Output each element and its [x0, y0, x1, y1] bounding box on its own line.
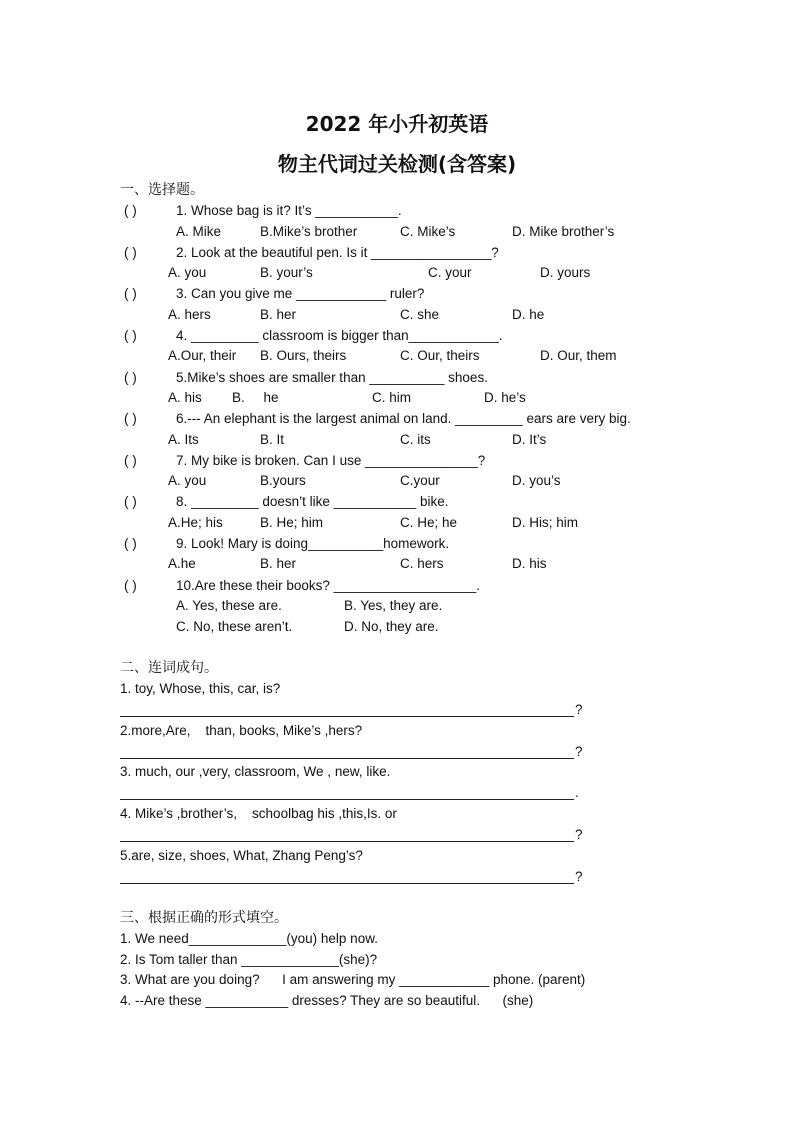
- option-b: B. It: [260, 432, 285, 447]
- question-stem: 8. _________ doesn’t like ___________ bike.: [176, 494, 449, 509]
- option-d: D. you’s: [512, 473, 561, 488]
- fill-blank-item: 4. --Are these ___________ dresses? They are so beautiful. (she): [120, 993, 534, 1008]
- section3-heading: 三、根据正确的形式填空。: [120, 910, 288, 926]
- question-stem: 3. Can you give me ____________ ruler?: [176, 286, 425, 301]
- sentence-prompt: 2.more,Are, than, books, Mike’s ,hers?: [120, 723, 363, 738]
- option-b: B. Yes, they are.: [344, 598, 443, 613]
- answer-end-mark: ?: [575, 744, 583, 759]
- question-stem: 5.Mike’s shoes are smaller than __________ shoes.: [176, 370, 488, 385]
- question-stem: 10.Are these their books? ___________________.: [176, 578, 481, 593]
- option-c: C. Mike’s: [400, 224, 456, 239]
- answer-end-mark: ?: [575, 869, 583, 884]
- document-title-line1: 2022 年小升初英语: [305, 112, 489, 136]
- option-a: A. his: [168, 390, 202, 405]
- option-a: A. Yes, these are.: [176, 598, 282, 613]
- option-a: A. Mike: [176, 224, 222, 239]
- option-c: C. your: [428, 265, 472, 280]
- sentence-prompt: 1. toy, Whose, this, car, is?: [120, 681, 281, 696]
- question-paren: ( ): [124, 578, 137, 593]
- question-paren: ( ): [124, 536, 137, 551]
- option-d: D. No, they are.: [344, 619, 439, 634]
- question-paren: ( ): [124, 494, 137, 509]
- fill-blank-item: 1. We need_____________(you) help now.: [120, 931, 378, 946]
- option-b: B. her: [260, 556, 297, 571]
- option-d: D. he’s: [484, 390, 526, 405]
- option-d: D. It’s: [512, 432, 547, 447]
- answer-line[interactable]: [120, 883, 574, 884]
- fill-blank-item: 3. What are you doing? I am answering my ____________ phone. (parent): [120, 972, 586, 987]
- option-b: B. He; him: [260, 515, 324, 530]
- question-stem: 4. _________ classroom is bigger than____________.: [176, 328, 503, 343]
- option-d: D. his: [512, 556, 547, 571]
- option-c: C. its: [400, 432, 431, 447]
- section2-heading: 二、连词成句。: [120, 660, 218, 676]
- sentence-prompt: 5.are, size, shoes, What, Zhang Peng’s?: [120, 848, 363, 863]
- question-stem: 1. Whose bag is it? It’s ___________.: [176, 203, 402, 218]
- question-paren: ( ): [124, 328, 137, 343]
- answer-end-mark: ?: [575, 827, 583, 842]
- option-b: B.Mike’s brother: [260, 224, 358, 239]
- document-title-line2: 物主代词过关检测(含答案): [277, 152, 517, 176]
- option-a: A. you: [168, 265, 207, 280]
- question-paren: ( ): [124, 286, 137, 301]
- option-c: C. hers: [400, 556, 444, 571]
- section1-heading: 一、选择题。: [120, 182, 204, 198]
- answer-end-mark: ?: [575, 702, 583, 717]
- answer-line[interactable]: [120, 841, 574, 842]
- answer-line[interactable]: [120, 716, 574, 717]
- answer-end-mark: .: [575, 785, 579, 800]
- option-a: A. hers: [168, 307, 211, 322]
- question-stem: 2. Look at the beautiful pen. Is it ________________?: [176, 245, 499, 260]
- option-b: B. her: [260, 307, 297, 322]
- option-c: C. him: [372, 390, 412, 405]
- option-b: B. Ours, theirs: [260, 348, 347, 363]
- option-a: A.He; his: [168, 515, 223, 530]
- option-c: C. she: [400, 307, 440, 322]
- option-b: B.yours: [260, 473, 306, 488]
- option-c: C. He; he: [400, 515, 458, 530]
- option-c: C. Our, theirs: [400, 348, 480, 363]
- option-c: C.your: [400, 473, 440, 488]
- option-d: D. he: [512, 307, 545, 322]
- question-paren: ( ): [124, 453, 137, 468]
- question-stem: 6.--- An elephant is the largest animal on land. _________ ears are very big.: [176, 411, 631, 426]
- option-d: D. yours: [540, 265, 591, 280]
- option-c: C. No, these aren’t.: [176, 619, 293, 634]
- answer-line[interactable]: [120, 758, 574, 759]
- option-b: B. your’s: [260, 265, 313, 280]
- option-a: A. Its: [168, 432, 199, 447]
- sentence-prompt: 3. much, our ,very, classroom, We , new, like.: [120, 764, 391, 779]
- option-d: D. Mike brother’s: [512, 224, 615, 239]
- sentence-prompt: 4. Mike’s ,brother’s, schoolbag his ,this,Is. or: [120, 806, 397, 821]
- question-paren: ( ): [124, 245, 137, 260]
- question-stem: 7. My bike is broken. Can I use _______________?: [176, 453, 486, 468]
- question-stem: 9. Look! Mary is doing__________homework.: [176, 536, 450, 551]
- question-paren: ( ): [124, 203, 137, 218]
- option-a: A.he: [168, 556, 196, 571]
- option-b: B. he: [232, 390, 279, 405]
- option-a: A. you: [168, 473, 207, 488]
- option-d: D. Our, them: [540, 348, 617, 363]
- fill-blank-item: 2. Is Tom taller than _____________(she)?: [120, 952, 378, 967]
- answer-line[interactable]: [120, 799, 574, 800]
- option-d: D. His; him: [512, 515, 579, 530]
- option-a: A.Our, their: [168, 348, 237, 363]
- question-paren: ( ): [124, 411, 137, 426]
- question-paren: ( ): [124, 370, 137, 385]
